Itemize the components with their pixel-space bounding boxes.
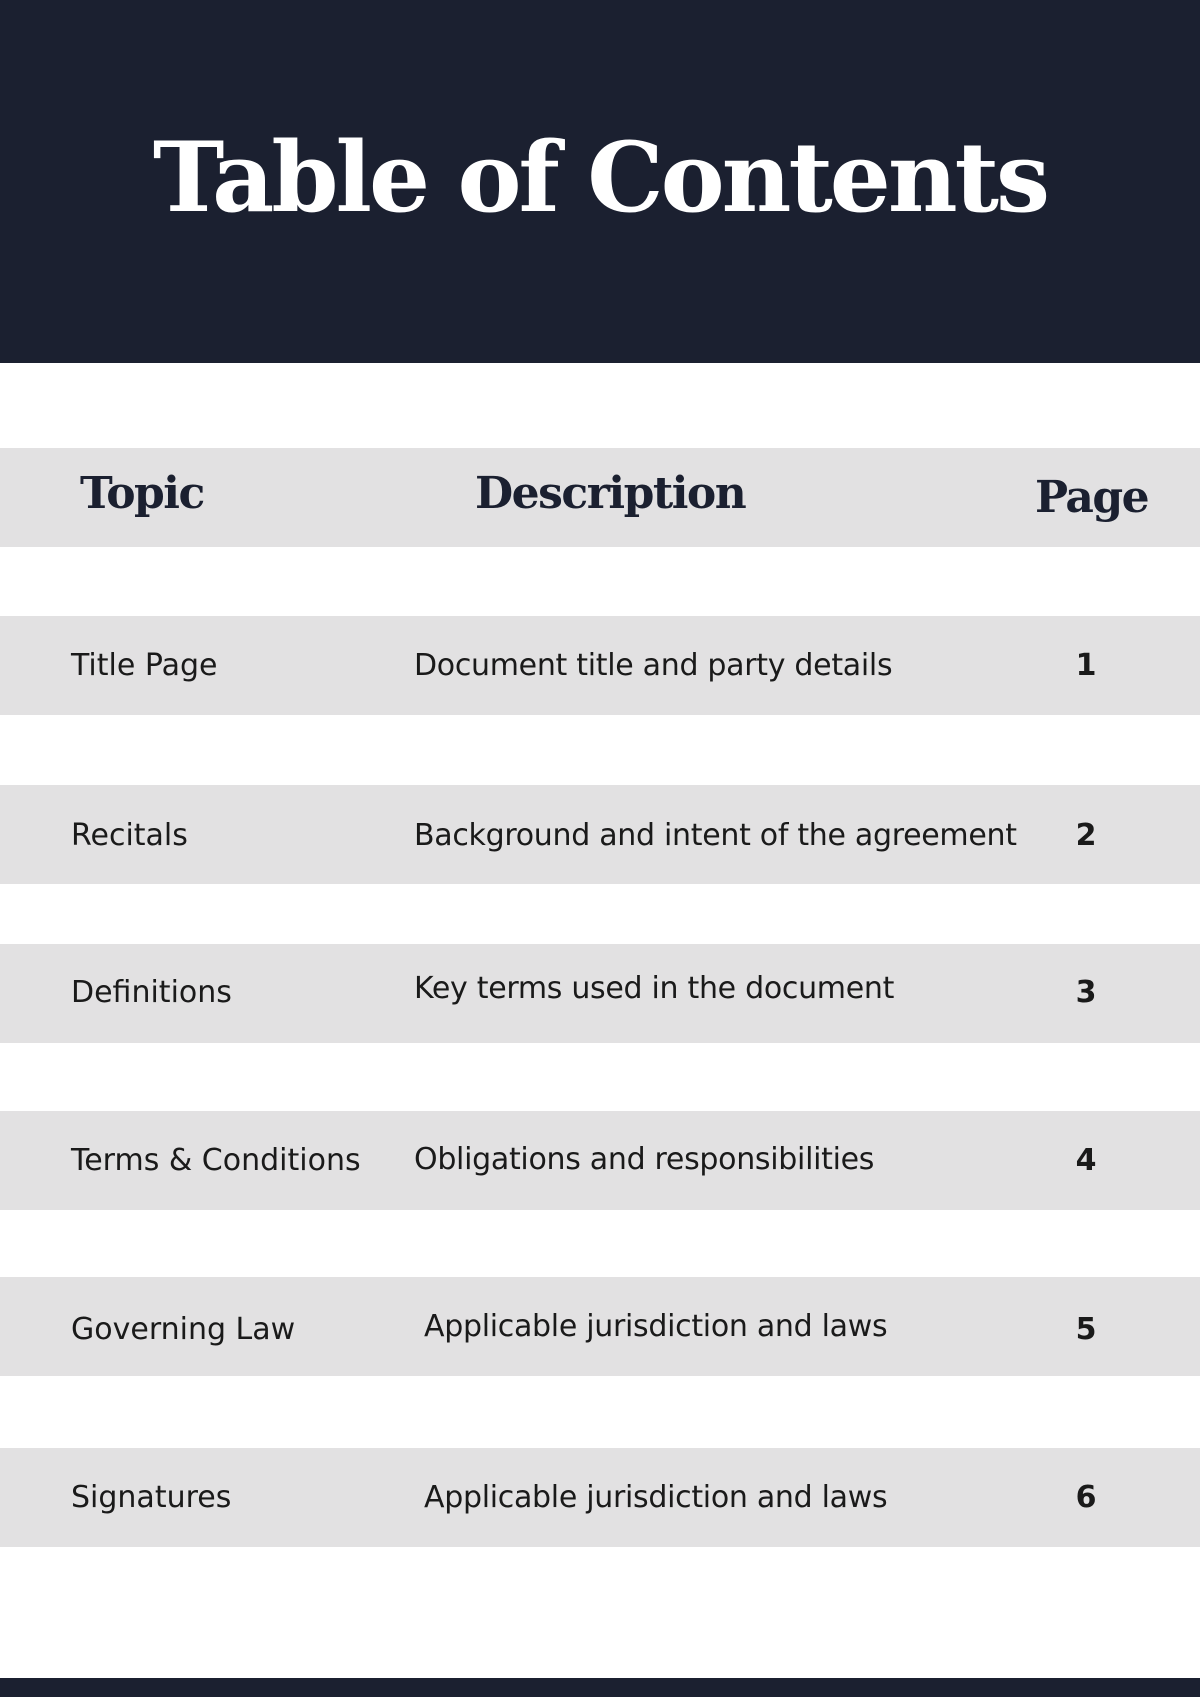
column-header-description: Description	[475, 468, 746, 519]
row-description: Applicable jurisdiction and laws	[424, 1309, 888, 1344]
row-page-number: 6	[1075, 1480, 1097, 1515]
row-description: Obligations and responsibilities	[414, 1142, 875, 1177]
row-description: Background and intent of the agreement	[414, 818, 1017, 853]
row-description: Key terms used in the document	[414, 971, 895, 1006]
row-page-number: 1	[1075, 648, 1097, 683]
row-topic: Title Page	[71, 648, 218, 683]
column-header-page: Page	[1035, 472, 1149, 523]
row-topic: Terms & Conditions	[71, 1143, 361, 1178]
row-page-number: 4	[1075, 1143, 1097, 1178]
page-title: Table of Contents	[152, 121, 1048, 234]
row-page-number: 2	[1075, 818, 1097, 853]
row-page-number: 3	[1075, 975, 1097, 1010]
row-topic: Recitals	[71, 818, 188, 853]
row-description: Applicable jurisdiction and laws	[424, 1480, 888, 1515]
footer-strip	[0, 1678, 1200, 1697]
column-header-topic: Topic	[80, 468, 204, 519]
row-topic: Governing Law	[71, 1312, 296, 1347]
title-banner	[0, 0, 1200, 363]
row-topic: Signatures	[71, 1480, 232, 1515]
row-page-number: 5	[1075, 1312, 1097, 1347]
row-topic: Definitions	[71, 975, 232, 1010]
row-description: Document title and party details	[414, 648, 893, 683]
